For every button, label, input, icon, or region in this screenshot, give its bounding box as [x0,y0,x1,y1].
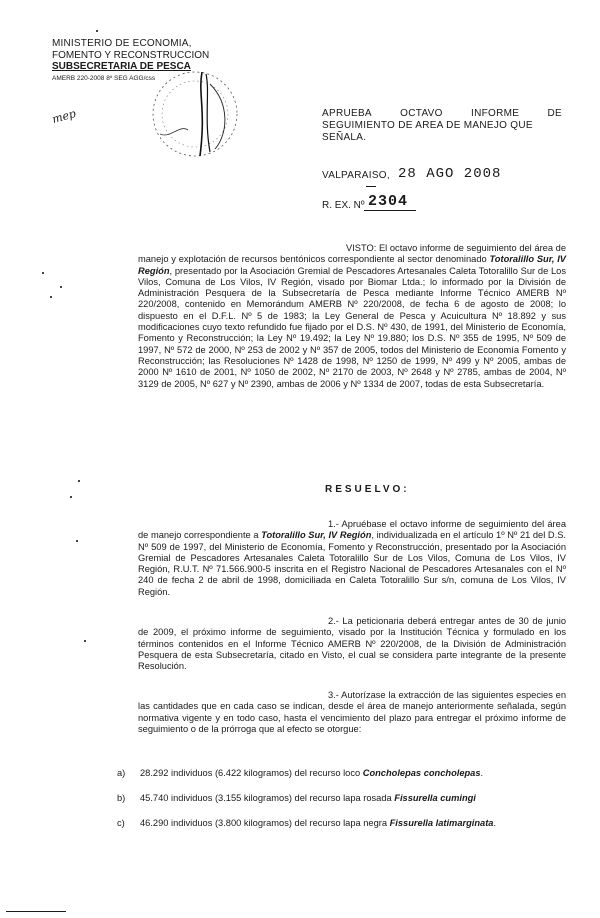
item-label: c) [117,818,125,828]
subject-line-1 [322,108,562,120]
resolution-label: R. EX. Nº [322,200,365,211]
subject-word: INFORME [470,108,520,119]
letterhead-subsecretary: SUBSECRETARIA DE PESCA [52,61,191,72]
resolution-number: 2304 [368,193,409,210]
extraction-item [117,768,567,779]
resolution-clause-1 [138,519,566,598]
item-label: b) [117,793,126,803]
clause-1-text-cont: , individualizada en el artículo 1º Nº 21 del D.S. Nº 509 de 1997, del Ministerio de Economía, Fomento y Reconstrucción, presentado por la Asociación Gremial de Pescadores Artesanales Caleta Totoralillo Sur de Los Vilos, Comuna de Los Vilos, IV Región, R.U.T. Nº 71.566.900-5 inscrita en el Registro Nacional de Pescadores Artesanales con el Nº 240 de fecha 2 de abril de 1998, domiciliada en Caleta Totoralillo Sur s/n, comuna de Los Vilos, IV Región. [138,530,566,597]
letterhead-reference: AMERB 220-2008 8º SEG AGG/css [52,74,156,82]
visto-text-cont: , presentado por la Asociación Gremial de Pescadores Artesanales Caleta Totoralillo Sur de Los Vilos, Comuna de Los Vilos, IV Región, visado por Biomar Ltda.; lo informado por la División de Administración Pesquera de la Subsecretaría de Pesca mediante Informe Técnico AMERB Nº 220/2008, contenido en Memorándum AMERB Nº 220/2008, de fecha 6 de agosto de 2008; lo dispuesto en el D.F.L. Nº 5 de 1983; la Ley General de Pesca y Acuicultura Nº 18.892 y sus modificaciones cuyo texto refundido fue fijado por el D.S. Nº 430, de 1991, del Ministerio de Economía, Fomento y Reconstrucción; la Ley Nº 19.492; la Ley Nº 19.880; los D.S. Nº 355 de 1995, Nº 509 de 1997, Nº 572 de 2000, Nº 253 de 2002 y Nº 357 de 2005, todos del Ministerio de Economía Fomento y Reconstrucción; las Resoluciones Nº 1428 de 1998, Nº 1250 de 1999, Nº 499 y Nº 2005, ambas de 2000 Nº 1610 de 2001, Nº 1050 de 2002, Nº 2170 de 2003, Nº 2648 y Nº 2785, ambas de 2004, Nº 3129 de 2005, Nº 627 y Nº 2390, ambas de 2006 y Nº 1334 de 2007, todas de esta Subsecretaría. [138,265,566,389]
subject-word: OCTAVO [400,108,443,119]
item-end: . [480,768,484,778]
species-name: Fissurella cumingi [394,793,476,803]
extraction-item [117,818,567,829]
subject-line-2: SEGUIMIENTO DE AREA DE MANEJO QUE [322,120,533,131]
handwritten-initials: mep [50,106,78,127]
letterhead-ministry: MINISTERIO DE ECONOMIA, [52,38,192,49]
item-end: . [493,818,497,828]
visto-text: El octavo informe de seguimiento del área de manejo y explotación de recursos bentónicos correspondiente al sector denominado [138,243,566,265]
item-label: a) [117,768,126,778]
resuelvo-heading: RESUELVO: [325,484,410,495]
letterhead-ministry-line2: FOMENTO Y RECONSTRUCCION [52,49,210,61]
footer-line [6,911,66,912]
resolution-clause-3: 3.- Autorízase la extracción de las siguientes especies en las cantidades que en cada caso se indican, desde el área de manejo anteriormente señalada, según normativa vigente y en todo caso, hasta el vencimiento del plazo para entregar el próximo informe de seguimiento o de la prórroga que al efecto se otorgue: [138,690,566,734]
official-seal-stamp [140,64,245,164]
resolution-number-line [322,193,409,211]
extraction-item [117,793,567,804]
item-text: 45.740 individuos (3.155 kilogramos) del recurso lapa rosada [140,793,395,803]
resolution-subject [322,108,562,144]
dateline [322,166,502,182]
clause-1-text: 1.- Apruébase el octavo informe de seguimiento del área de manejo correspondiente a [138,519,566,541]
date-stamp: 28 AGO 2008 [398,166,502,182]
area-name: Totoralillo Sur, IV Región [138,254,566,276]
visto-lead: VISTO: [346,243,377,253]
item-text: 28.292 individuos (6.422 kilogramos) del recurso loco [140,768,363,778]
clause-1-area-name: Totoralillo Sur, IV Región [261,530,372,541]
city: VALPARAISO, [322,170,390,181]
species-name: Fissurella latimarginata [389,818,494,828]
resolution-clause-2: 2.- La peticionaria deberá entregar antes de 30 de junio de 2009, el próximo informe de seguimiento, visado por la Institución Técnica y formulado en los términos contenidos en el Informe Técnico AMERB Nº 220/2008, de la División de Administración Pesquera de esta Subsecretaría, citado en Visto, el cual se considera parte integrante de la presente Resolución. [138,616,566,672]
subject-word: DE [547,108,562,119]
subject-word: APRUEBA [322,108,372,119]
species-name: Concholepas concholepas [362,768,481,778]
visto-paragraph [138,243,566,390]
dash-mark [366,186,376,187]
item-text: 46.290 individuos (3.800 kilogramos) del recurso lapa negra [140,818,390,828]
subject-line-3: SEÑALA. [322,132,367,143]
resolution-number-underline [364,210,416,211]
